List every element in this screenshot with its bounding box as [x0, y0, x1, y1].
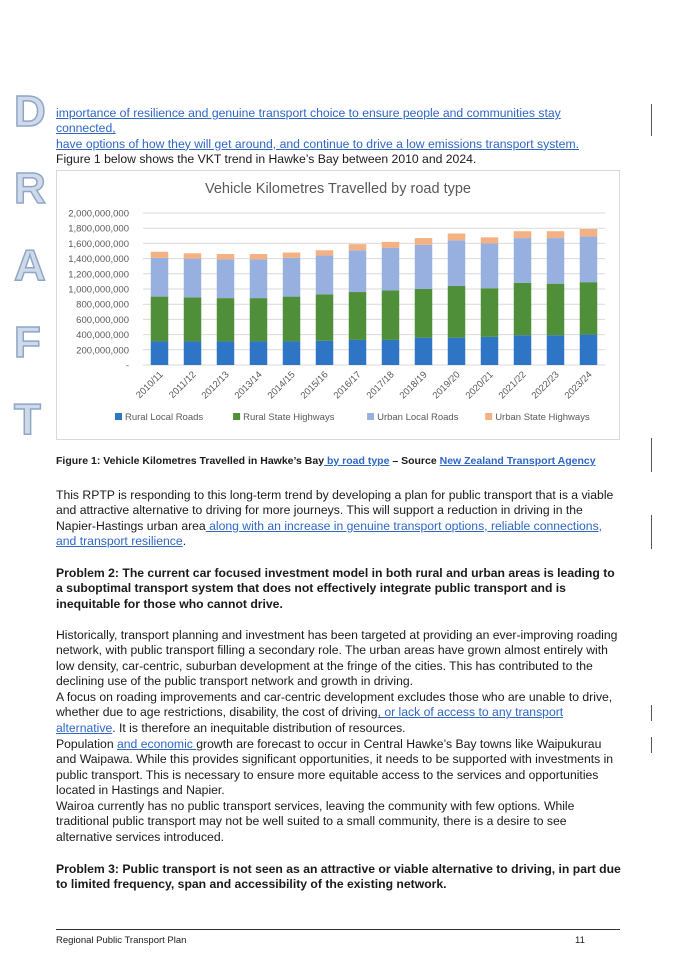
legend-label: Rural Local Roads	[125, 412, 204, 423]
bar-segment	[184, 341, 201, 365]
watermark-letter: R	[14, 164, 46, 213]
tracked-insertion: and economic	[117, 737, 197, 751]
bar-segment	[382, 242, 399, 248]
bar-segment	[283, 297, 300, 342]
caption-link-road-type[interactable]: by road type	[324, 455, 390, 467]
figure-intro-sentence: Figure 1 below shows the VKT trend in Hawke’s Bay between 2010 and 2024.	[56, 152, 477, 167]
y-tick-label: -	[125, 360, 129, 372]
paragraph-rptp-response	[56, 488, 622, 550]
bar-segment	[514, 283, 531, 335]
bar-segment	[316, 256, 333, 295]
y-tick-label: 1,800,000,000	[68, 223, 129, 235]
bar-segment	[547, 238, 564, 284]
caption-prefix: Figure 1: Vehicle Kilometres Travelled in Hawke’s Bay	[56, 455, 325, 467]
bar-segment	[448, 240, 465, 286]
problem-2-heading: Problem 2: The current car focused investment model in both rural and urban areas is leading to a suboptimal transport system that does not effectively integrate public transport and is inequitable for those who cannot drive.	[56, 566, 615, 611]
revision-bar	[651, 515, 652, 549]
x-tick-label: 2019/20	[430, 369, 463, 402]
x-tick-label: 2015/16	[298, 369, 331, 402]
revision-bar	[651, 737, 652, 753]
figure-caption	[56, 455, 622, 467]
bar-segment	[184, 253, 201, 258]
bar-segment	[415, 289, 432, 338]
bar-segment	[448, 338, 465, 365]
bar-segment	[514, 231, 531, 238]
bar-segment	[217, 259, 234, 298]
bar-segment	[283, 341, 300, 365]
bar-segment	[283, 253, 300, 258]
bar-segment	[250, 341, 267, 365]
bar-segment	[481, 288, 498, 337]
paragraph-end: . It is therefore an inequitable distribution of resources.	[112, 720, 406, 735]
vkt-chart-svg	[57, 171, 619, 439]
watermark-letter: F	[14, 318, 41, 367]
watermark-letter: D	[14, 87, 46, 136]
bar-segment	[580, 237, 597, 283]
bar-segment	[382, 340, 399, 365]
bar-segment	[580, 229, 597, 237]
bar-segment	[415, 245, 432, 289]
paragraph-text: growth are forecast to occur in Central Hawke’s Bay towns like Waipukurau and Waipawa. While this provides significant opportunities, it needs to be supported with investments in public transport. This is necessary to ensure more equitable access to the services and opportunities located in Hastings and Napier.	[56, 737, 614, 798]
bar-segment	[349, 250, 366, 292]
page-number: 11	[575, 935, 585, 946]
tracked-insertion: , or lack of access to any transport alternative	[56, 705, 564, 735]
bar-segment	[184, 297, 201, 341]
legend-swatch	[115, 413, 122, 420]
tracked-insertion: have options of how they will get around, and continue to drive a low emissions transport system.	[56, 136, 579, 151]
footer-title: Regional Public Transport Plan	[56, 935, 187, 946]
bar-segment	[316, 250, 333, 255]
paragraph-text: This RPTP is responding to this long-term trend by developing a plan for public transport that is a viable and attractive alternative to driving for more journeys. This will support a reduction in driving in the Napier-Hastings urban area	[56, 488, 614, 533]
x-tick-label: 2013/14	[232, 369, 265, 402]
watermark-letter: T	[14, 395, 41, 444]
bar-segment	[580, 335, 597, 365]
x-tick-label: 2010/11	[134, 369, 166, 401]
bar-segment	[217, 298, 234, 341]
bar-segment	[151, 252, 168, 258]
x-tick-label: 2022/23	[529, 369, 562, 402]
x-tick-label: 2021/22	[496, 369, 529, 402]
y-tick-label: 1,400,000,000	[68, 254, 129, 266]
bar-segment	[547, 231, 564, 238]
legend-label: Urban State Highways	[495, 412, 590, 423]
bar-segment	[316, 341, 333, 365]
bar-segment	[217, 254, 234, 259]
bar-segment	[184, 259, 201, 298]
bar-segment	[382, 291, 399, 340]
legend-swatch	[367, 413, 374, 420]
bar-segment	[481, 337, 498, 365]
revision-bar	[651, 438, 652, 472]
intro-paragraph	[56, 106, 622, 168]
revision-bar	[651, 705, 652, 721]
caption-middle: – Source	[389, 455, 440, 467]
bar-segment	[415, 338, 432, 365]
watermark-letter: A	[14, 241, 46, 290]
bar-segment	[382, 248, 399, 291]
chart-title: Vehicle Kilometres Travelled by road type	[205, 181, 471, 197]
x-tick-label: 2017/18	[364, 369, 397, 402]
bar-segment	[448, 234, 465, 241]
bar-segment	[250, 298, 267, 341]
bar-segment	[349, 340, 366, 365]
bar-segment	[514, 335, 531, 365]
bar-segment	[349, 244, 366, 250]
x-tick-label: 2012/13	[199, 369, 232, 402]
bar-segment	[514, 238, 531, 283]
y-tick-label: 200,000,000	[76, 345, 129, 357]
legend-swatch	[485, 413, 492, 420]
x-tick-label: 2020/21	[463, 369, 496, 402]
y-tick-label: 400,000,000	[76, 330, 129, 342]
x-tick-label: 2018/19	[397, 369, 430, 402]
paragraph-population-growth	[56, 737, 622, 799]
tracked-insertion: along with an increase in genuine transport options, reliable connections, and transport resilience	[56, 518, 603, 549]
x-tick-label: 2016/17	[331, 369, 364, 402]
bar-segment	[415, 238, 432, 245]
bar-segment	[481, 237, 498, 243]
bar-segment	[151, 341, 168, 365]
paragraph-wairoa: Wairoa currently has no public transport services, leaving the community with few options. While traditional public transport may not be well suited to a small community, there is a desire to see alternative services introduced.	[56, 799, 575, 844]
paragraph-history: Historically, transport planning and investment has been targeted at providing an ever-improving roading network, with public transport filling a secondary role. The urban areas have grown almost entirely with low density, car-centric, suburban development at the fringe of the cities. This has contributed to the declining use of the public transport network and growth in driving.	[56, 628, 618, 689]
y-tick-label: 1,000,000,000	[68, 284, 129, 296]
y-tick-label: 1,600,000,000	[68, 238, 129, 250]
bar-segment	[316, 294, 333, 340]
legend-label: Rural State Highways	[243, 412, 335, 423]
bar-segment	[250, 254, 267, 259]
vkt-chart	[56, 170, 620, 440]
x-tick-label: 2023/24	[562, 369, 595, 402]
y-tick-label: 800,000,000	[76, 299, 129, 311]
bar-segment	[349, 292, 366, 340]
y-tick-label: 2,000,000,000	[68, 208, 129, 220]
bar-segment	[481, 243, 498, 288]
problem-3-heading: Problem 3: Public transport is not seen as an attractive or viable alternative to driving, in part due to limited frequency, span and accessibility of the existing network.	[56, 862, 621, 892]
caption-link-nzta[interactable]: New Zealand Transport Agency	[439, 455, 596, 467]
bar-segment	[250, 259, 267, 298]
tracked-insertion: importance of resilience and genuine transport choice to ensure people and communities stay connected,	[56, 106, 561, 136]
bar-segment	[151, 258, 168, 297]
bar-segment	[217, 341, 234, 365]
bar-segment	[283, 258, 300, 297]
bar-segment	[151, 297, 168, 342]
revision-bar	[651, 104, 652, 136]
y-tick-label: 1,200,000,000	[68, 269, 129, 281]
paragraph-roading-focus	[56, 690, 622, 736]
bar-segment	[580, 282, 597, 334]
y-tick-label: 600,000,000	[76, 314, 129, 326]
legend-swatch	[233, 413, 240, 420]
footer-divider	[56, 929, 620, 930]
x-tick-label: 2011/12	[167, 369, 199, 401]
legend-label: Urban Local Roads	[377, 412, 459, 423]
paragraph-end: .	[182, 534, 187, 549]
x-tick-label: 2014/15	[265, 369, 298, 402]
bar-segment	[547, 335, 564, 365]
paragraph-start: Population	[56, 737, 117, 751]
paragraph-text: A focus on roading improvements and car-centric development excludes those who are unable to drive, whether due to age restrictions, disability, the cost of driving	[56, 690, 613, 720]
bar-segment	[547, 284, 564, 336]
bar-segment	[448, 286, 465, 338]
